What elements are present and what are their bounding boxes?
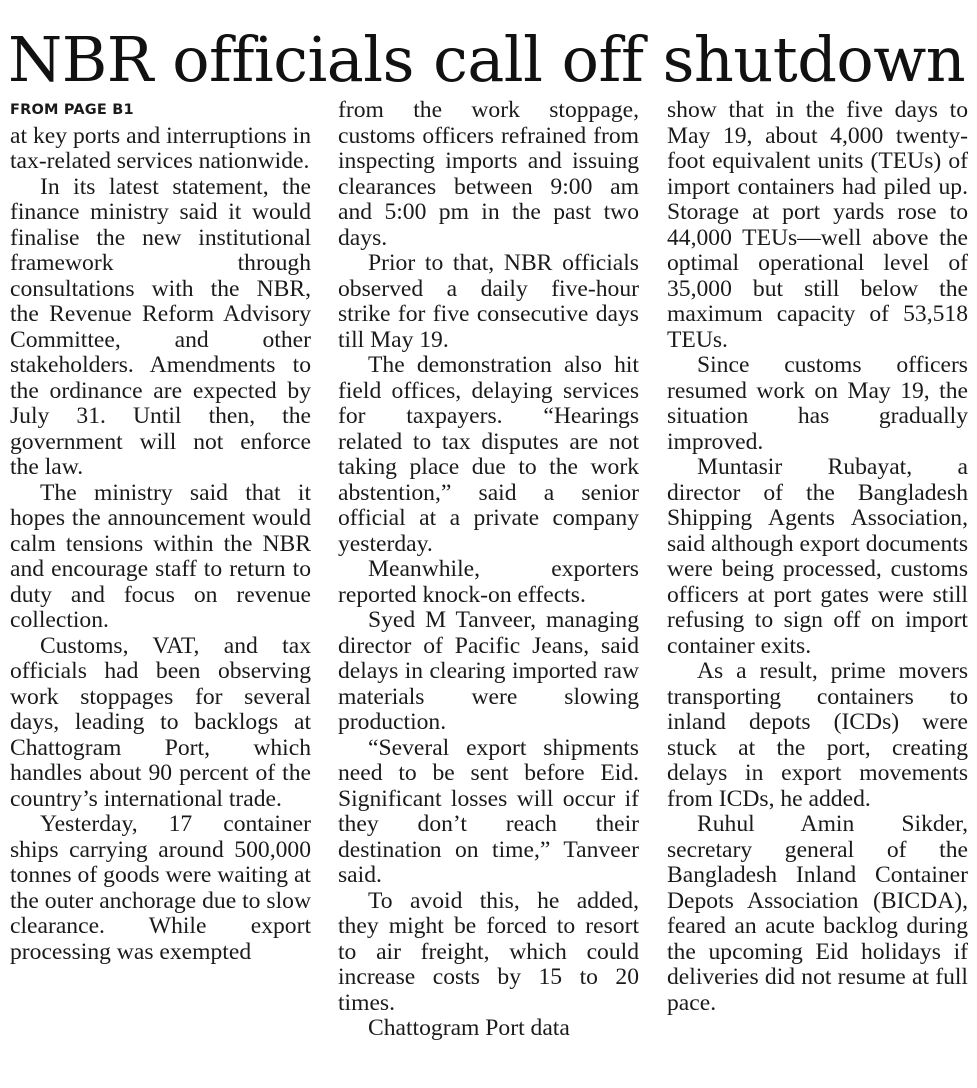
paragraph: Since customs officers resumed work on May 19, the situation has gradually improved. bbox=[667, 352, 968, 455]
paragraph: The demonstration also hit field offices, delaying services for taxpayers. “Hearings related to tax disputes are not taking place due to the work abstention,” said a senior official at a private company yesterday. bbox=[338, 352, 639, 557]
paragraph: Muntasir Rubayat, a director of the Bangladesh Shipping Agents Association, said although export documents were being processed, customs officers at port gates were still refusing to sign off on import container exits. bbox=[667, 454, 968, 659]
jump-line: FROM PAGE B1 bbox=[10, 102, 134, 118]
headline: NBR officials call off shutdown bbox=[8, 23, 966, 96]
paragraph: The ministry said that it hopes the announcement would calm tensions within the NBR and encourage staff to return to duty and focus on revenue collection. bbox=[10, 479, 311, 633]
paragraph: Customs, VAT, and tax officials had been observing work stoppages for several days, leading to backlogs at Chattogram Port, which handles about 90 percent of the country’s international trade. bbox=[10, 632, 311, 812]
paragraph: at key ports and interruptions in tax-related services nationwide. bbox=[10, 122, 311, 174]
paragraph: As a result, prime movers transporting containers to inland depots (ICDs) were stuck at the port, creating delays in export movements from ICDs, he added. bbox=[667, 658, 968, 812]
article-column-3 bbox=[667, 98, 968, 1082]
paragraph: Meanwhile, exporters reported knock-on effects. bbox=[338, 556, 639, 608]
paragraph: To avoid this, he added, they might be forced to resort to air freight, which could increase costs by 15 to 20 times. bbox=[338, 887, 639, 1016]
paragraph: Yesterday, 17 container ships carrying around 500,000 tonnes of goods were waiting at the outer anchorage due to slow clearance. While export processing was exempted bbox=[10, 811, 311, 965]
paragraph: Ruhul Amin Sikder, secretary general of the Bangladesh Inland Container Depots Association (BICDA), feared an acute backlog during the upcoming Eid holidays if deliveries did not resume at full pace. bbox=[667, 811, 968, 1016]
article-column-1 bbox=[10, 98, 311, 1082]
paragraph: Chattogram Port data bbox=[368, 1015, 570, 1041]
paragraph: show that in the five days to May 19, about 4,000 twenty-foot equivalent units (TEUs) of import containers had piled up. Storage at port yards rose to 44,000 TEUs—well above the optimal operational level of 35,000 but still below the maximum capacity of 53,518 TEUs. bbox=[667, 98, 968, 353]
paragraph: Syed M Tanveer, managing director of Pacific Jeans, said delays in clearing imported raw materials were slowing production. bbox=[338, 607, 639, 735]
paragraph: from the work stoppage, customs officers refrained from inspecting imports and issuing clearances between 9:00 am and 5:00 pm in the past two days. bbox=[338, 98, 639, 251]
paragraph: In its latest statement, the finance ministry said it would finalise the new institutional framework through consultations with the NBR, the Revenue Reform Advisory Committee, and other stakeholders. Amendments to the ordinance are expected by July 31. Until then, the government will not enforce the law. bbox=[10, 173, 311, 480]
paragraph: Prior to that, NBR officials observed a daily five-hour strike for five consecutive days till May 19. bbox=[338, 250, 639, 353]
paragraph: “Several export shipments need to be sent before Eid. Significant losses will occur if they don’t reach their destination on time,” Tanveer said. bbox=[338, 734, 639, 888]
article-column-2 bbox=[338, 98, 639, 1082]
